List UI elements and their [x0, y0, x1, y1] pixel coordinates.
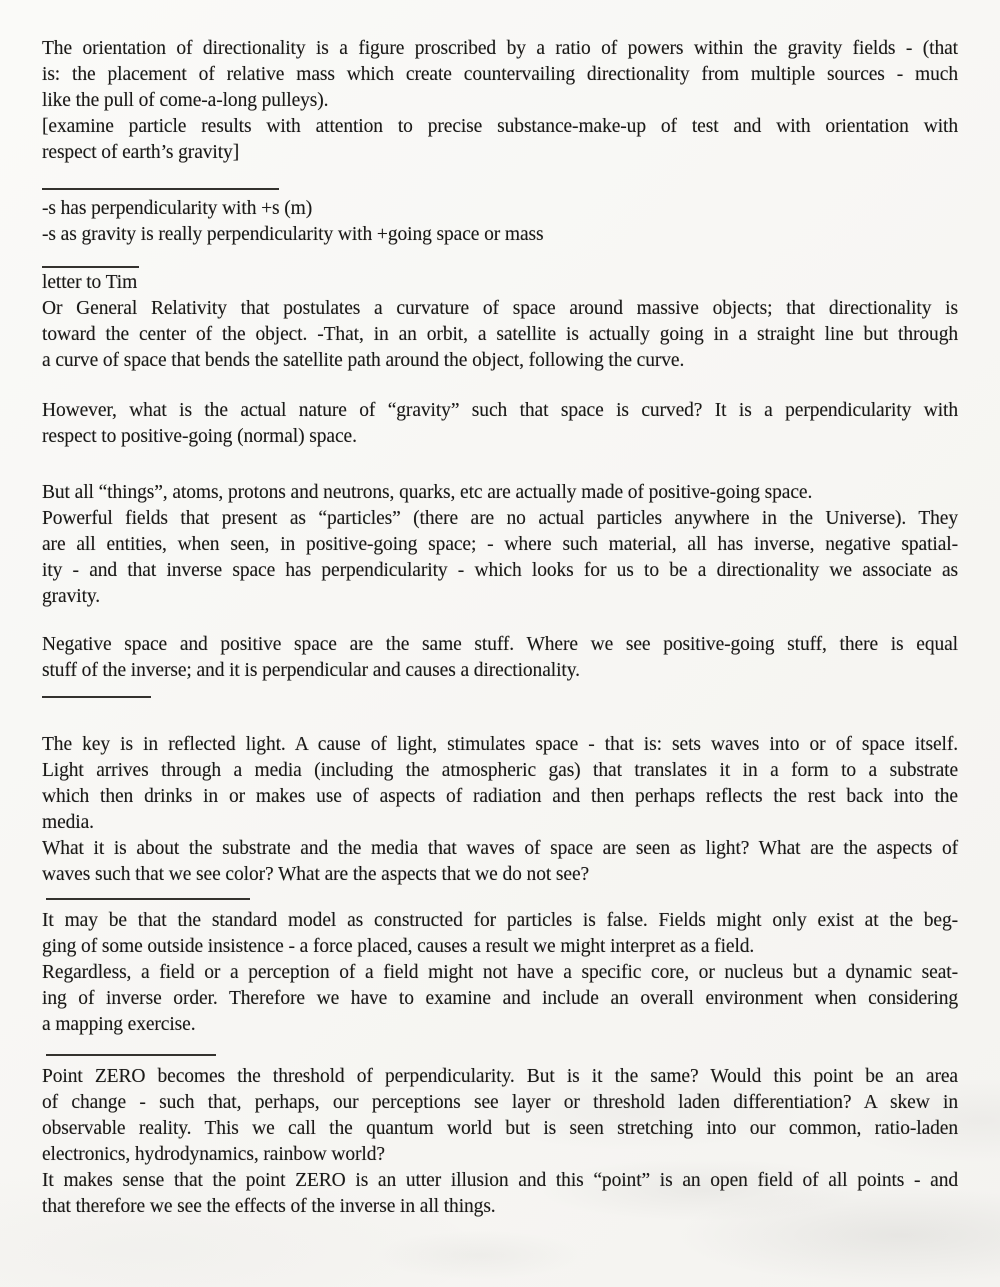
text-line: [examine particle results with attention to precise substance-make-up of test and with orientation with — [42, 116, 958, 137]
text-line: that therefore we see the effects of the inverse in all things. — [42, 1196, 496, 1217]
text-line: ging of some outside insistence - a force placed, causes a result we might interpret as a field. — [42, 936, 755, 957]
paragraph — [42, 732, 958, 888]
text-line: of change - such that, perhaps, our perceptions see layer or threshold laden differentiation? A skew in — [42, 1092, 958, 1113]
text-line: respect of earth’s gravity] — [42, 142, 240, 163]
text-line: Negative space and positive space are the same stuff. Where we see positive-going stuff, there is equal — [42, 634, 958, 655]
text-line: like the pull of come-a-long pulleys). — [42, 90, 329, 111]
text-line: ing of inverse order. Therefore we have to examine and include an overall environment when considering — [42, 988, 958, 1009]
text-line: respect to positive-going (normal) space. — [42, 426, 357, 447]
text-line: But all “things”, atoms, protons and neutrons, quarks, etc are actually made of positive-going space. — [42, 482, 813, 503]
text-line: Powerful fields that present as “particles” (there are no actual particles anywhere in the Universe). They — [42, 508, 958, 529]
text-line: It makes sense that the point ZERO is an utter illusion and this “point” is an open field of all points - and — [42, 1170, 958, 1191]
text-line: -s has perpendicularity with +s (m) — [42, 198, 313, 219]
paragraph — [42, 398, 958, 450]
text-line: toward the center of the object. -That, in an orbit, a satellite is actually going in a straight line but through — [42, 324, 958, 345]
text-line: Point ZERO becomes the threshold of perpendicularity. But is it the same? Would this point be an area — [42, 1066, 958, 1087]
text-line: ity - and that inverse space has perpendicularity - which looks for us to be a directionality we associate as — [42, 560, 958, 581]
text-line: Or General Relativity that postulates a curvature of space around massive objects; that directionality is — [42, 298, 958, 319]
divider-line — [42, 188, 279, 190]
text-line: which then drinks in or makes use of aspects of radiation and then perhaps reflects the rest back into the — [42, 786, 958, 807]
text-line: electronics, hydrodynamics, rainbow world? — [42, 1144, 385, 1165]
paragraph — [42, 480, 958, 610]
paragraph — [42, 632, 958, 684]
text-line: gravity. — [42, 586, 101, 607]
text-line: waves such that we see color? What are the aspects that we do not see? — [42, 864, 590, 885]
text-line: media. — [42, 812, 94, 833]
text-line: Regardless, a field or a perception of a field might not have a specific core, or nucleus but a dynamic seat- — [42, 962, 958, 983]
divider-line — [42, 266, 139, 268]
text-line: -s as gravity is really perpendicularity with +going space or mass — [42, 224, 544, 245]
text-line: are all entities, when seen, in positive-going space; - where such material, all has inverse, negative spatial- — [42, 534, 958, 555]
paragraph — [42, 270, 958, 374]
text-line: It may be that the standard model as constructed for particles is false. Fields might only exist at the beg- — [42, 910, 958, 931]
divider-line — [46, 1054, 216, 1056]
text-line: observable reality. This we call the quantum world but is seen stretching into our common, ratio-laden — [42, 1118, 958, 1139]
text-line: What it is about the substrate and the media that waves of space are seen as light? What are the aspects of — [42, 838, 958, 859]
paragraph — [42, 1064, 958, 1220]
text-line: Light arrives through a media (including the atmospheric gas) that translates it in a form to a substrate — [42, 760, 958, 781]
paragraph — [42, 36, 958, 166]
text-line: a curve of space that bends the satellite path around the object, following the curve. — [42, 350, 685, 371]
text-line: is: the placement of relative mass which create countervailing directionality from multiple sources - much — [42, 64, 958, 85]
text-line: letter to Tim — [42, 272, 138, 293]
text-line: However, what is the actual nature of “gravity” such that space is curved? It is a perpendicularity with — [42, 400, 958, 421]
text-line: stuff of the inverse; and it is perpendicular and causes a directionality. — [42, 660, 580, 681]
divider-line — [42, 696, 151, 698]
text-line: The key is in reflected light. A cause of light, stimulates space - that is: sets waves into or of space itself. — [42, 734, 958, 755]
paragraph — [42, 908, 958, 1038]
divider-line — [46, 898, 250, 900]
text-line: a mapping exercise. — [42, 1014, 196, 1035]
text-line: The orientation of directionality is a figure proscribed by a ratio of powers within the gravity fields - (that — [42, 38, 958, 59]
paragraph — [42, 196, 958, 248]
